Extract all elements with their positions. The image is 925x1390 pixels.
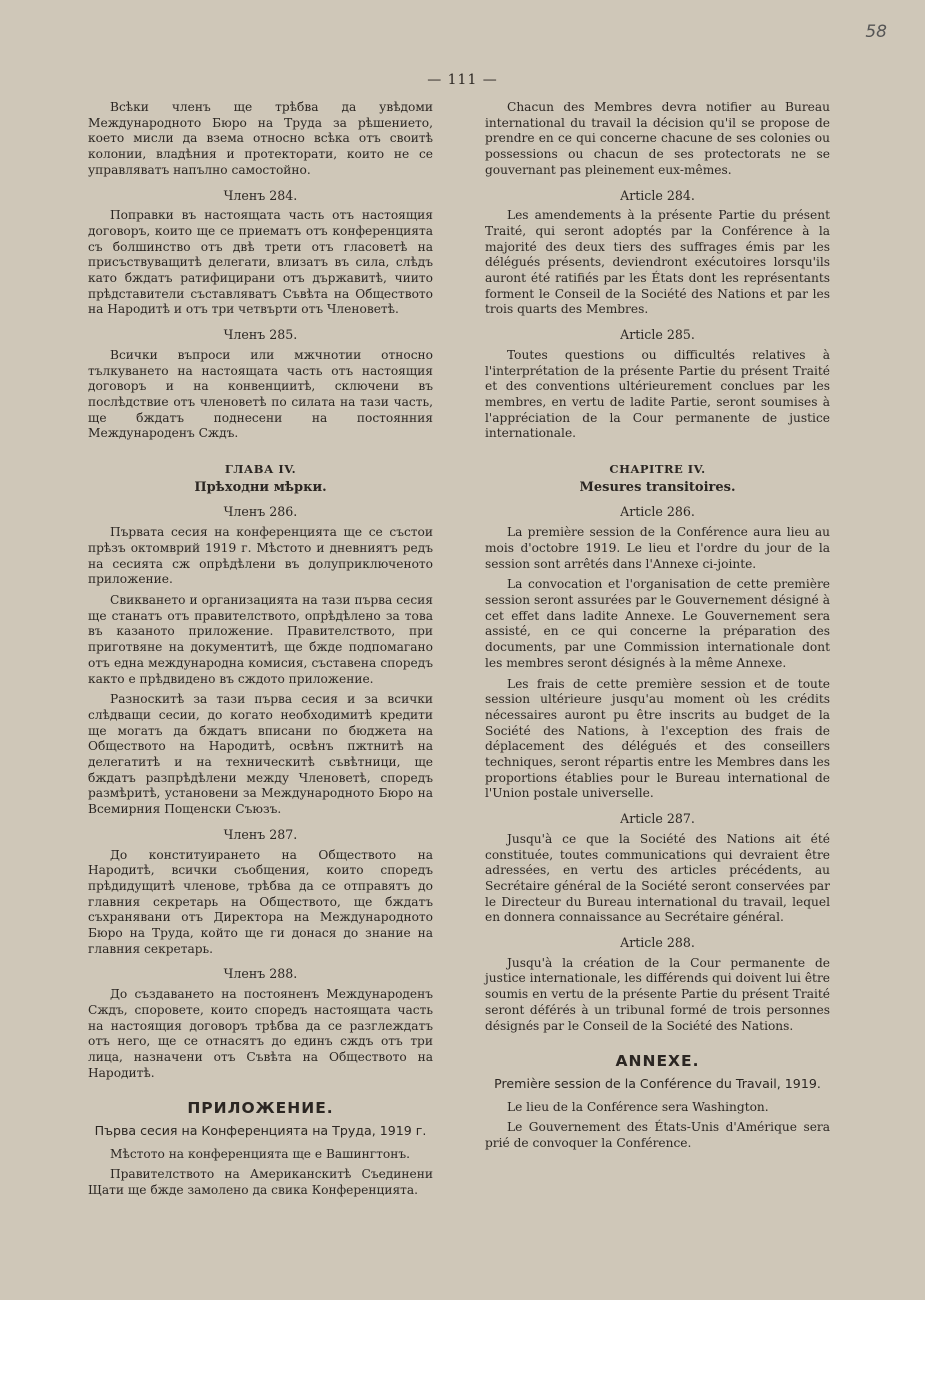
paragraph: Les amendements à la présente Partie du présent Traité, qui seront adoptés par la Conférence à la majorité des deux tiers des suffrages émis par les délégués présents, deviendront exécutoires lorsqu'ils auront été ratifiés par les États dont les représentants forment le Conseil de la Société des Nations et par les trois quarts des Membres.	[485, 208, 830, 317]
article-heading: Article 284.	[620, 187, 695, 203]
paragraph: До конституирането на Обществото на Народитѣ, всички съобщения, които споредъ прѣдидущитѣ членове, трѣбва да се отправятъ до главния секретарь на Обществото, ще бждатъ съхранявани отъ Директора на Международното Бюро на Труда, който ще ги донася до знание на главния секретарь.	[88, 847, 433, 956]
paragraph: Всички въпроси или мжчнотии относно тълкуването на настоящата часть отъ настоящия договоръ и на конвенциитѣ, сключени въ послѣдствие отъ членоветѣ по силата на тази часть, ще бждатъ поднесени на постоянния Международенъ Сждъ.	[88, 347, 433, 441]
article-heading: Article 287.	[620, 811, 695, 827]
article-heading: Article 286.	[620, 504, 695, 520]
article-heading: Членъ 284.	[223, 187, 298, 203]
paragraph: La première session de la Conférence aura lieu au mois d'octobre 1919. Le lieu et l'ordre du jour de la session sont arrêtés dans l'Annexe ci-jointe.	[485, 525, 830, 571]
chapter-title: Прѣходни мѣрки.	[194, 479, 327, 495]
annex-subtitle: Първа сесия на Конференцията на Труда, 1919 г.	[94, 1123, 427, 1139]
chapter-heading: CHAPITRE IV.	[609, 462, 706, 477]
paragraph: Chacun des Membres devra notifier au Bureau international du travail la décision qu'il se propose de prendre en ce qui concerne chacune de ses colonies ou possessions ou chacun de ses protectorats ne se gouvernant pas pleinement eux-mêmes.	[485, 100, 830, 177]
paragraph: Мѣстото на конференцията ще е Вашингтонъ.	[110, 1146, 410, 1161]
paragraph: Les frais de cette première session et de toute session ultérieure jusqu'au moment où les crédits nécessaires auront pu être inscrits au budget de la Société des Nations, à l'exception des frais de déplacement des délégués et des conseillers techniques, seront répartis entre les Membres dans les proportions établies pour le Bureau international de l'Union postale universelle.	[485, 676, 830, 801]
paragraph: Поправки въ настоящата часть отъ настоящия договоръ, които ще се приематъ отъ конференцията съ болшинство отъ двѣ трети отъ гласоветѣ на присъствуващитѣ делегати, влизатъ въ сила, слѣдъ като бждатъ ратифицирани отъ държавитѣ, чиито прѣдставители съставляватъ Съвѣта на Обществото на Народитѣ и отъ три четвърти отъ Членоветѣ.	[88, 208, 433, 317]
annex-heading: ANNEXE.	[615, 1052, 700, 1071]
paragraph: Разноскитѣ за тази първа сесия и за всички слѣдващи сесии, до когато необходимитѣ кредити ще могатъ да бждатъ вписани по бюджета на Обществото на Народитѣ, освѣнъ пжтнитѣ на делегатитѣ и на техническитѣ съвѣтници, ще бждатъ разпрѣдѣлени между Членоветѣ, споредъ размѣритѣ, установени за Международното Бюро на Всемирния Пощенски Съюзъ.	[88, 692, 433, 817]
page-number: — 111 —	[427, 72, 498, 88]
article-heading: Article 288.	[620, 935, 695, 951]
french-column	[485, 100, 830, 1157]
paragraph: До създаването на постояненъ Международенъ Сждъ, споровете, които споредъ настоящата часть на настоящия договоръ трѣбва да се разглеждатъ отъ него, ще се отнасятъ до единъ сждъ отъ три лица, назначени отъ Съвѣта на Обществото на Народитѣ.	[88, 987, 433, 1080]
article-heading: Членъ 288.	[223, 966, 298, 982]
bulgarian-column	[88, 100, 433, 1204]
paragraph: Jusqu'à ce que la Société des Nations ait été constituée, toutes communications qui devraient être adressées, en vertu des articles précédents, au Secrétaire général de la Société seront conservées par le Directeur du Bureau international du travail, lequel en donnera connaissance au Secrétaire général.	[485, 831, 830, 925]
paragraph: Правителството на Американскитѣ Съединени Щати ще бжде замолено да свика Конференцията.	[88, 1167, 433, 1198]
article-heading: Членъ 285.	[223, 327, 298, 343]
article-heading: Членъ 286.	[223, 504, 298, 520]
paragraph: Le lieu de la Conférence sera Washington.	[507, 1099, 769, 1114]
paragraph: Le Gouvernement des États-Unis d'Amérique sera prié de convoquer la Conférence.	[485, 1120, 830, 1151]
article-heading: Членъ 287.	[223, 826, 298, 842]
paragraph: Всѣки членъ ще трѣбва да увѣдоми Международното Бюро на Труда за рѣшението, което мисли да взема относно всѣка отъ своитѣ колонии, владѣния и протекторати, които не се управляватъ напълно самостойно.	[88, 100, 433, 177]
handwritten-page-number: 58	[865, 22, 887, 42]
bottom-margin	[0, 1300, 925, 1390]
annex-heading: ПРИЛОЖЕНИЕ.	[187, 1099, 334, 1118]
paragraph: La convocation et l'organisation de cette première session seront assurées par le Gouvernement désigné à cet effet dans ladite Annexe. Le Gouvernement sera assisté, en ce qui concerne la préparation des documents, par une Commission internationale dont les membres seront désignés à la même Annexe.	[485, 577, 830, 670]
chapter-title: Mesures transitoires.	[579, 479, 736, 495]
article-heading: Article 285.	[620, 327, 695, 343]
paragraph: Jusqu'à la création de la Cour permanente de justice internationale, les différends qui doivent lui être soumis en vertu de la présente Partie du présent Traité seront déférés à un tribunal formé de trois personnes désignés par le Conseil de la Société des Nations.	[485, 955, 830, 1033]
chapter-heading: ГЛАВА IV.	[224, 462, 297, 477]
annex-subtitle: Première session de la Conférence du Travail, 1919.	[494, 1075, 821, 1091]
paragraph: Toutes questions ou difficultés relatives à l'interprétation de la présente Partie du présent Traité et des conventions ultérieurement conclues par les membres, en vertu de ladite Partie, seront soumises à l'appréciation de la Cour permanente de justice internationale.	[485, 347, 830, 441]
paragraph: Свикването и организацията на тази първа сесия ще станатъ отъ правителството, опрѣдѣлено за това въ казаното приложение. Правителството, при приготвяне на документитѣ, ще бжде подпомагано отъ една международна комисия, съставена споредъ както е прѣдвидено въ сждото приложение.	[88, 592, 433, 686]
paragraph: Първата сесия на конференцията ще се състои прѣзъ октомврий 1919 г. Мѣстото и дневниятъ редъ на сесията сж опрѣдѣлени въ долуприключеното приложение.	[88, 525, 433, 587]
